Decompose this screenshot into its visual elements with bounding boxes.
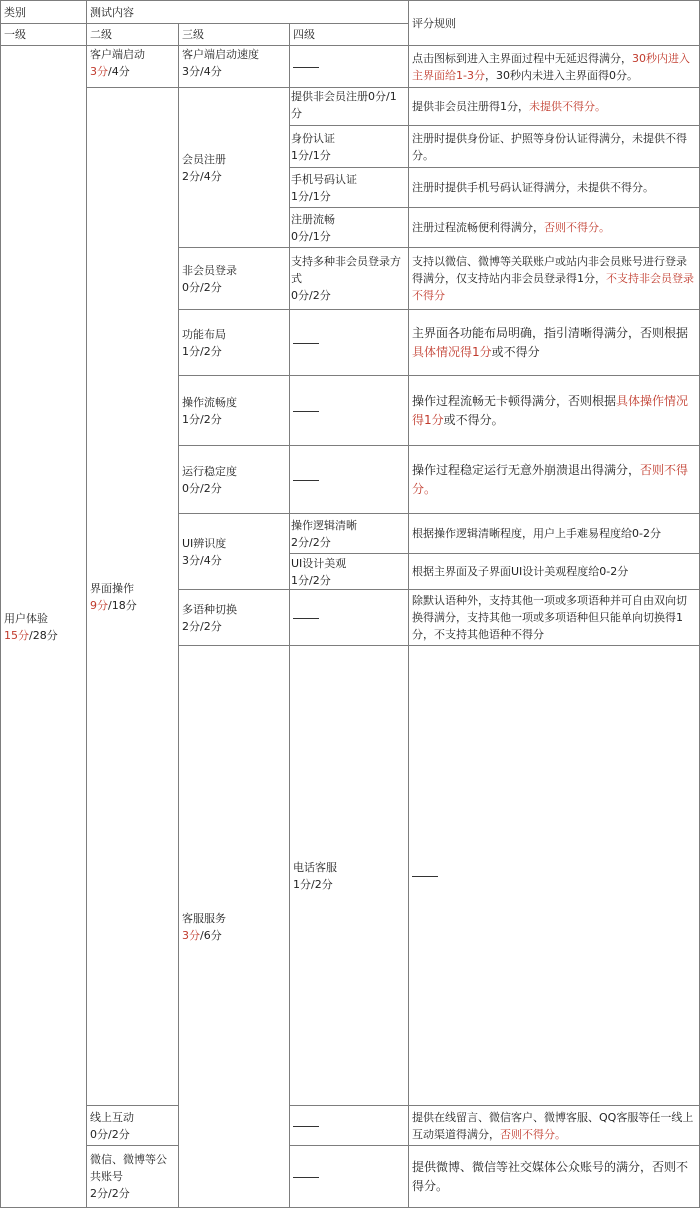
l3-stability: [179, 446, 290, 514]
group-ui-operation: [87, 88, 179, 1106]
header-level4: 四级: [290, 24, 409, 46]
l3-name: 操作流畅度: [182, 395, 237, 409]
header-test-content: 测试内容: [87, 1, 409, 24]
l4-empty: [290, 446, 409, 514]
dash-mark: [412, 876, 438, 877]
rule-highlight: 否则不得分。: [544, 221, 610, 234]
rule-ui-design: 根据主界面及子界面UI设计美观程度给0-2分: [409, 554, 700, 590]
l4-score: 2分/2分: [291, 535, 331, 549]
rule-highlight: 未提供不得分。: [529, 100, 606, 113]
group-total: /6分: [200, 928, 222, 942]
l4-score: 1分/1分: [291, 148, 331, 162]
rule-highlight: 不支持非会员登录不得分: [412, 272, 694, 302]
rule-text: 或不得分: [491, 344, 540, 359]
level1-cell: [1, 46, 87, 1208]
dash-mark: [293, 411, 319, 412]
level1-name: 用户体验: [4, 611, 48, 625]
rule-text: 注册过程流畅便利得满分，: [412, 221, 544, 234]
group-score: 9分: [90, 598, 108, 612]
dash-mark: [293, 480, 319, 481]
l3-guest-login: [179, 248, 290, 310]
l4-empty: [290, 590, 409, 646]
l3-name: UI辨识度: [182, 536, 227, 550]
l3-score: 3分/4分: [182, 65, 222, 78]
rule-text: 操作过程稳定运行无意外崩溃退出得满分，: [412, 462, 641, 477]
l4-empty: [290, 1106, 409, 1146]
l4-guest-register: 提供非会员注册0分/1分: [290, 88, 409, 126]
l3-ui-recognition: [179, 514, 290, 590]
l4-guest-login: [290, 248, 409, 310]
l4-ui-design: [290, 554, 409, 590]
l3-score: 0分/2分: [90, 1127, 130, 1141]
l4-name: 注册流畅: [291, 212, 335, 226]
l3-social-accounts: [87, 1146, 179, 1208]
dash-mark: [293, 343, 319, 344]
l3-score: 1分/2分: [182, 344, 222, 358]
l3-multilang: [179, 590, 290, 646]
l4-empty: [290, 376, 409, 446]
group-name: 客户端启动: [90, 48, 145, 61]
rule-text: 提供在线留言、微信客户、微博客服、QQ客服等任一线上互动渠道得满分，: [412, 1110, 694, 1141]
l3-member-register: [179, 88, 290, 248]
rule-text: ，30秒内未进入主界面得0分。: [484, 68, 638, 82]
group-client-startup: [87, 46, 179, 88]
group-customer-service: [179, 646, 290, 1208]
rule-text: 或不得分。: [443, 412, 504, 427]
l3-name: 运行稳定度: [182, 464, 237, 478]
l4-empty: [290, 310, 409, 376]
rule-highlight: 具体操作情况得1分: [412, 393, 689, 427]
l4-empty: [290, 1146, 409, 1208]
l3-op-smooth: [179, 376, 290, 446]
l3-startup-speed: [179, 46, 290, 88]
level1-score: 15分: [4, 628, 29, 642]
l4-name: 身份认证: [291, 131, 335, 145]
rule-highlight: 具体情况得1分: [412, 344, 492, 359]
group-score: 3分: [90, 65, 108, 78]
rule-op-smooth: [409, 376, 700, 446]
l4-logic-clear: [290, 514, 409, 554]
rule-logic-clear: 根据操作逻辑清晰程度，用户上手难易程度给0-2分: [409, 514, 700, 554]
l4-name: 支持多种非会员登录方式: [291, 255, 401, 285]
l3-score: 2分/2分: [182, 619, 222, 633]
rule-social-accounts: 提供微博、微信等社交媒体公众账号的满分，否则不得分。: [409, 1146, 700, 1208]
l3-score: 3分/4分: [182, 553, 222, 567]
l3-name: 会员注册: [182, 152, 226, 166]
rule-highlight: 30秒内进入主界面给1-3分: [412, 51, 690, 82]
rule-register-smooth: [409, 208, 700, 248]
l3-name: 线上互动: [90, 1110, 134, 1124]
rule-text: 点击图标到进入主界面过程中无延迟得满分，: [412, 51, 632, 65]
rule-text: 提供非会员注册得1分，: [412, 100, 529, 113]
group-name: 客服服务: [182, 911, 226, 925]
header-level1: 一级: [1, 24, 87, 46]
l4-name: 手机号码认证: [291, 172, 357, 186]
rule-text: 主界面各功能布局明确，指引清晰得满分，否则根据: [412, 325, 689, 340]
group-total: /18分: [108, 598, 137, 612]
dash-mark: [293, 67, 319, 68]
header-scoring-rules: 评分规则: [409, 1, 700, 46]
l4-score: 0分/1分: [291, 229, 331, 243]
rule-id-auth: 注册时提供身份证、护照等身份认证得满分，未提供不得分。: [409, 126, 700, 168]
l3-score: 1分/2分: [293, 877, 333, 891]
l4-register-smooth: [290, 208, 409, 248]
rule-online-service: [409, 1106, 700, 1146]
dash-mark: [293, 1177, 319, 1178]
l3-score: 0分/2分: [182, 481, 222, 495]
l4-phone-auth: [290, 168, 409, 208]
l4-id-auth: [290, 126, 409, 168]
rule-multilang: 除默认语种外，支持其他一项或多项语种并可自由双向切换得满分，支持其他一项或多项语种但只能单向切换得1分，不支持其他语种不得分: [409, 590, 700, 646]
l3-name: 功能布局: [182, 327, 226, 341]
rule-guest-login: [409, 248, 700, 310]
l3-score: 0分/2分: [182, 280, 222, 294]
group-score: 3分: [182, 928, 200, 942]
l3-name: 非会员登录: [182, 263, 237, 277]
l3-score: 2分/4分: [182, 169, 222, 183]
header-level3: 三级: [179, 24, 290, 46]
l3-online-service: [87, 1106, 179, 1146]
rule-text: 支持以微信、微博等关联账户或站内非会员账号进行登录得满分，仅支持站内非会员登录得1分，: [412, 255, 687, 285]
l3-name: 客户端启动速度: [182, 48, 259, 61]
l4-empty: [409, 646, 700, 1106]
level1-total: /28分: [29, 628, 58, 642]
header-category: 类别: [1, 1, 87, 24]
l3-name: 电话客服: [293, 860, 337, 874]
l4-score: 1分/1分: [291, 189, 331, 203]
l4-score: 1分/2分: [291, 573, 331, 587]
l4-empty: [290, 46, 409, 88]
l3-name: 微信、微博等公共账号: [90, 1153, 167, 1183]
group-total: /4分: [108, 65, 130, 78]
l3-phone-service: [290, 646, 409, 1106]
rule-guest-register: [409, 88, 700, 126]
dash-mark: [293, 1126, 319, 1127]
rule-stability: [409, 446, 700, 514]
l3-name: 多语种切换: [182, 602, 237, 616]
group-name: 界面操作: [90, 581, 134, 595]
l4-name: UI设计美观: [291, 556, 347, 570]
rule-text: 操作过程流畅无卡顿得满分，否则根据: [412, 393, 617, 408]
rule-layout: [409, 310, 700, 376]
dash-mark: [293, 618, 319, 619]
rule-phone-auth: 注册时提供手机号码认证得满分，未提供不得分。: [409, 168, 700, 208]
rule-highlight: 否则不得分。: [412, 462, 689, 496]
l4-score: 0分/2分: [291, 289, 331, 302]
l4-name: 操作逻辑清晰: [291, 518, 357, 532]
rule-startup-speed: [409, 46, 700, 88]
header-level2: 二级: [87, 24, 179, 46]
l3-layout: [179, 310, 290, 376]
l3-score: 2分/2分: [90, 1187, 130, 1200]
rule-highlight: 否则不得分。: [500, 1127, 566, 1141]
l3-score: 1分/2分: [182, 412, 222, 426]
